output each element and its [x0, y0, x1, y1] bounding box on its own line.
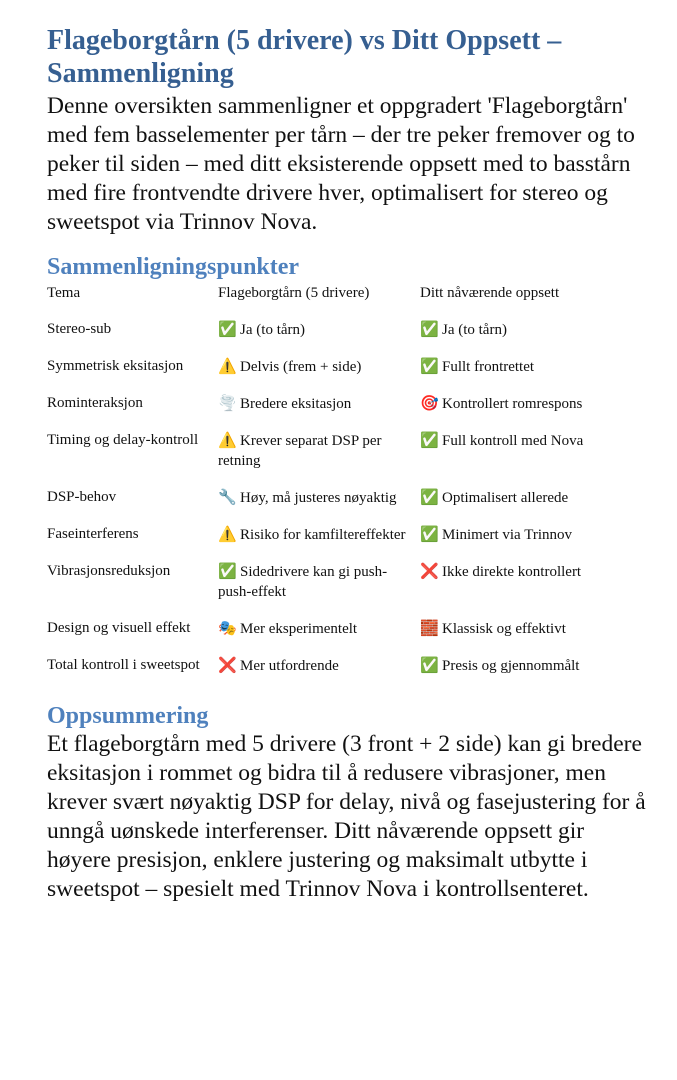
cross-mark-icon: ❌: [218, 656, 237, 674]
check-mark-icon: ✅: [419, 525, 439, 543]
topic-label: Rominteraksjon: [47, 395, 143, 411]
current-setup-cell: [420, 487, 647, 524]
table-row: [47, 356, 647, 393]
topic-cell: [47, 655, 218, 692]
summary-paragraph: Et flageborgtårn med 5 drivere (3 front + 2 side) kan gi bredere eksitasjon i rommet og bidra til å redusere vibrasjoner, men krever svært nøyaktig DSP for delay, nivå og fasejustering for å unngå uønskede interferenser. Ditt nåværende oppsett gir høyere presisjon, enklere justering og maksimalt utbytte i sweetspot – spesielt med Trinnov Nova i kontrollsenteret.: [47, 731, 646, 902]
check-mark-icon: ✅: [419, 357, 439, 375]
current-setup-cell: [420, 655, 647, 692]
current-setup-cell-text: Kontrollert romrespons: [441, 396, 583, 412]
current-setup-cell: [420, 356, 647, 393]
table-row: [47, 618, 647, 655]
flageborg-cell: [218, 319, 420, 356]
topic-cell: [47, 393, 218, 430]
topic-label: Total kontroll i sweetspot: [47, 657, 200, 673]
check-mark-icon: ✅: [218, 562, 237, 580]
flageborg-cell-text: Mer eksperimentelt: [240, 621, 358, 637]
table-row: [47, 393, 647, 430]
check-mark-icon: ✅: [419, 488, 439, 506]
flageborg-cell: [218, 356, 420, 393]
current-setup-cell-text: Klassisk og effektivt: [441, 621, 566, 637]
flageborg-cell-text: Mer utfordrende: [240, 658, 339, 674]
check-mark-icon: ✅: [419, 431, 439, 449]
topic-cell: [47, 356, 218, 393]
topic-label: Faseinterferens: [47, 526, 139, 542]
flageborg-cell: [218, 487, 420, 524]
tornado-icon: 🌪️: [218, 394, 237, 412]
wrench-icon: 🔧: [218, 488, 237, 506]
topic-label: Vibrasjonsreduksjon: [47, 563, 171, 579]
current-setup-cell: [420, 524, 647, 561]
flageborg-cell: [218, 393, 420, 430]
table-row: [47, 487, 647, 524]
comparison-heading: Sammenligningspunkter: [47, 254, 300, 280]
flageborg-cell-text: Ja (to tårn): [240, 322, 306, 338]
flageborg-cell-text: Bredere eksitasjon: [240, 396, 352, 412]
check-mark-icon: ✅: [419, 656, 439, 674]
column-header-flageborg: Flageborgtårn (5 drivere): [218, 285, 370, 301]
flageborg-cell-text: Delvis (frem + side): [240, 359, 362, 375]
topic-label: DSP-behov: [47, 489, 117, 505]
table-row: [47, 319, 647, 356]
table-header-row: [47, 283, 647, 319]
comparison-table: [47, 283, 647, 692]
topic-cell: [47, 618, 218, 655]
flageborg-cell: [218, 618, 420, 655]
target-icon: 🎯: [419, 394, 439, 412]
flageborg-cell: [218, 524, 420, 561]
column-header-topic: Tema: [47, 285, 81, 301]
flageborg-cell: [218, 655, 420, 692]
warning-icon: ⚠️: [218, 525, 237, 543]
summary-heading: Oppsummering: [47, 703, 209, 729]
topic-label: Symmetrisk eksitasjon: [47, 358, 184, 374]
flageborg-cell-text: Krever separat DSP per retning: [218, 433, 382, 469]
intro-paragraph: Denne oversikten sammenligner et oppgradert 'Flageborgtårn' med fem basselementer per tårn – der tre peker fremover og to peker til siden – med ditt eksisterende oppsett med to basstårn med fire frontvendte drivere hver, optimalisert for stereo og sweetspot via Trinnov Nova.: [47, 93, 635, 235]
page-title: Flageborgtårn (5 drivere) vs Ditt Oppsett – Sammenligning: [47, 25, 562, 89]
flageborg-cell-text: Risiko for kamfiltereffekter: [240, 527, 406, 543]
flageborg-cell-text: Sidedrivere kan gi push-push-effekt: [218, 564, 388, 600]
current-setup-cell: [420, 618, 647, 655]
current-setup-cell-text: Minimert via Trinnov: [441, 527, 572, 543]
current-setup-cell: [420, 393, 647, 430]
current-setup-cell-text: Optimalisert allerede: [441, 490, 569, 506]
topic-cell: [47, 524, 218, 561]
brick-icon: 🧱: [419, 619, 439, 637]
topic-cell: [47, 430, 218, 487]
current-setup-cell-text: Presis og gjennommålt: [441, 658, 580, 674]
current-setup-cell-text: Ja (to tårn): [441, 322, 507, 338]
flageborg-cell: [218, 430, 420, 487]
cross-mark-icon: ❌: [419, 562, 439, 580]
flageborg-cell-text: Høy, må justeres nøyaktig: [240, 490, 397, 506]
current-setup-cell: [420, 319, 647, 356]
topic-label: Timing og delay-kontroll: [47, 432, 199, 448]
current-setup-cell-text: Full kontroll med Nova: [441, 433, 584, 449]
column-header-current-setup: Ditt nåværende oppsett: [419, 285, 560, 301]
flageborg-cell: [218, 561, 420, 618]
table-row: [47, 524, 647, 561]
current-setup-cell: [420, 430, 647, 487]
topic-label: Design og visuell effekt: [47, 620, 191, 636]
check-mark-icon: ✅: [419, 320, 439, 338]
topic-cell: [47, 561, 218, 618]
table-row: [47, 655, 647, 692]
check-mark-icon: ✅: [218, 320, 237, 338]
warning-icon: ⚠️: [218, 431, 237, 449]
warning-icon: ⚠️: [218, 357, 237, 375]
table-row: [47, 561, 647, 618]
topic-label: Stereo-sub: [47, 321, 112, 337]
current-setup-cell-text: Fullt frontrettet: [441, 359, 535, 375]
topic-cell: [47, 487, 218, 524]
current-setup-cell-text: Ikke direkte kontrollert: [441, 564, 582, 580]
topic-cell: [47, 319, 218, 356]
current-setup-cell: [420, 561, 647, 618]
table-row: [47, 430, 647, 487]
theater-masks-icon: 🎭: [218, 619, 237, 637]
